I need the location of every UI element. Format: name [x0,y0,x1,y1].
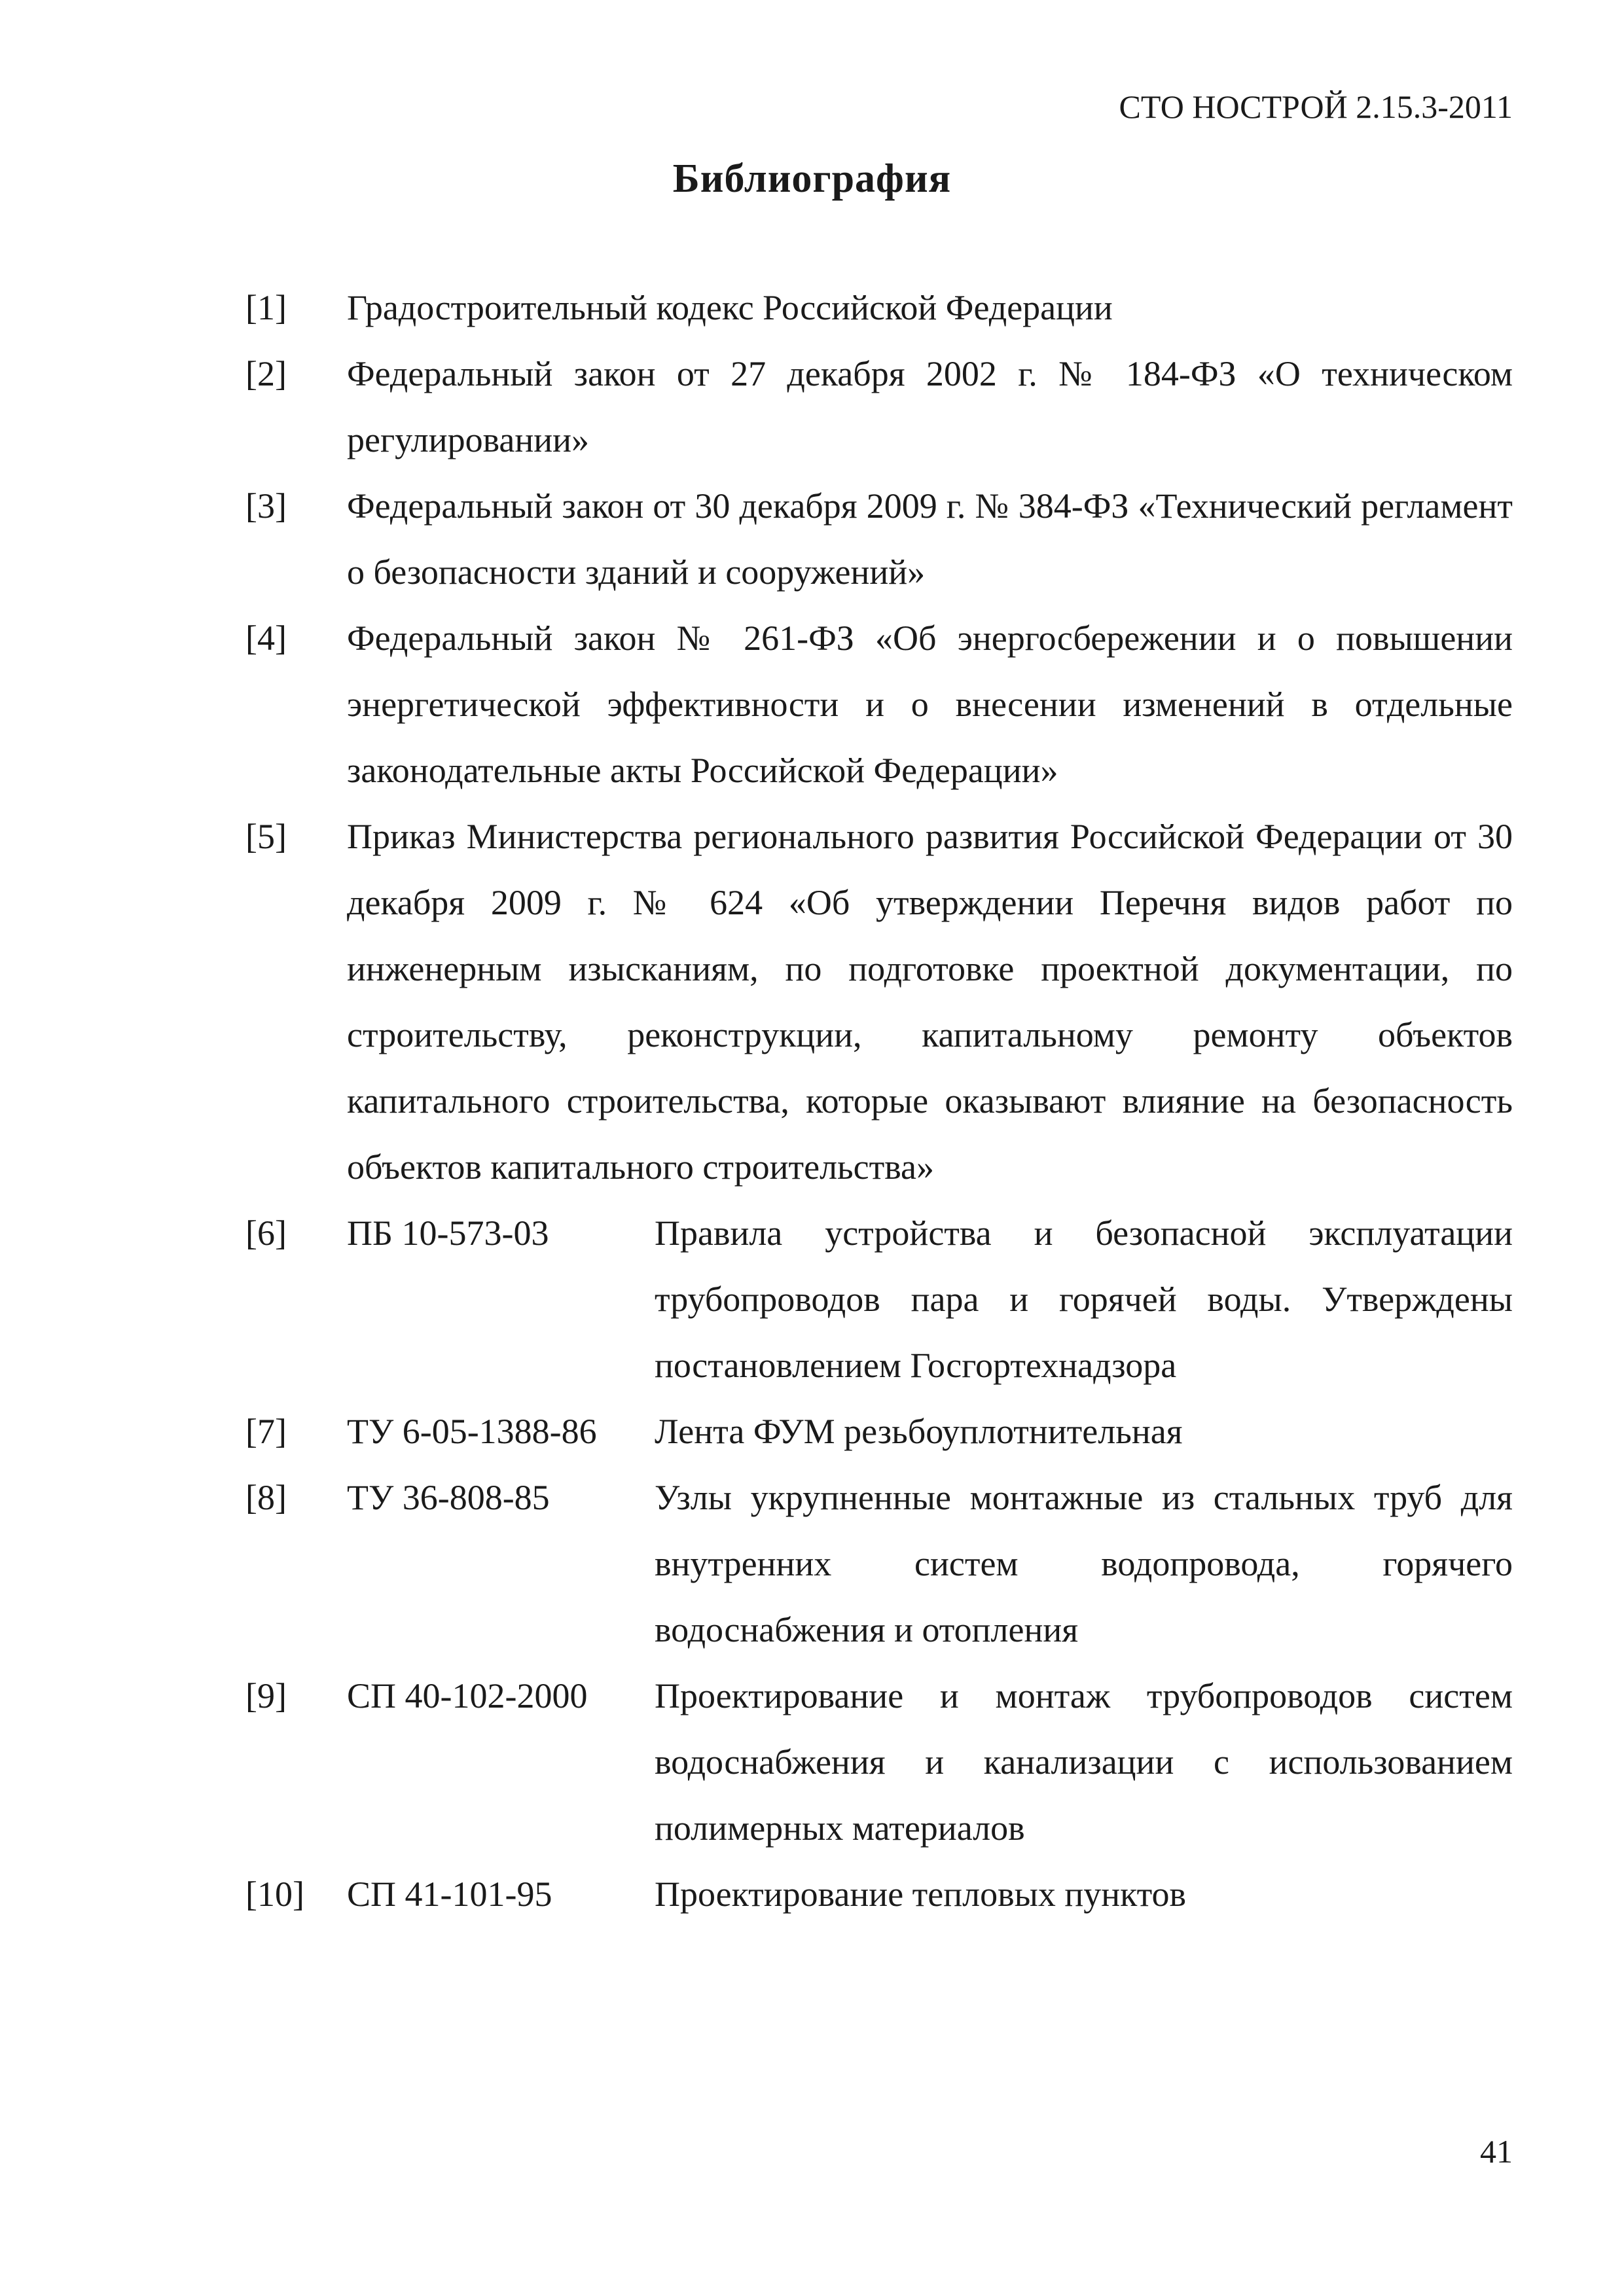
entry-number: [2] [245,354,287,393]
bibliography-entry-6 [245,1200,1513,1399]
entry-code: ТУ 36-808-85 [347,1478,550,1517]
entry-code: СП 41-101-95 [347,1874,552,1914]
entry-number: [9] [245,1676,287,1715]
entry-number: [3] [245,486,287,526]
entry-text: Приказ Министерства регионального развития Российской Федерации от 30 декабря 2009 г. № 624 «Об утверждении Перечня видов работ по инженерным изысканиям, по подготовке проектной документации, по строительству, реконструкции, капитальному ремонту объектов капитального строительства, которые оказывают влияние на безопасность объектов капитального строительства» [347,817,1513,1187]
bibliography-entry-2 [245,341,1513,473]
page-number: 41 [1480,2133,1513,2170]
bibliography-entry-1 [245,275,1513,341]
entry-number: [1] [245,288,287,327]
entry-number: [4] [245,619,287,658]
bibliography-entry-5 [245,804,1513,1200]
entry-number: [5] [245,817,287,856]
bibliography-entry-3 [245,473,1513,605]
entry-description: Узлы укрупненные монтажные из стальных труб для внутренних систем водопровода, горячего водоснабжения и отопления [655,1478,1513,1649]
bibliography-entry-9 [245,1663,1513,1861]
bibliography-entry-8 [245,1465,1513,1663]
entry-text: Федеральный закон от 27 декабря 2002 г. № 184-ФЗ «О техническом регулировании» [347,354,1513,459]
entry-text: Федеральный закон № 261-ФЗ «Об энергосбережении и о повышении энергетической эффективности и о внесении изменений в отдельные законодательные акты Российской Федерации» [347,619,1513,790]
entry-description: Проектирование и монтаж трубопроводов систем водоснабжения и канализации с использованием полимерных материалов [655,1676,1513,1848]
document-code: СТО НОСТРОЙ 2.15.3-2011 [1119,88,1513,125]
entry-number: [7] [245,1412,287,1451]
entry-number: [10] [245,1874,304,1914]
entry-description: Лента ФУМ резьбоуплотнительная [655,1412,1183,1451]
page-title: Библиография [672,156,952,201]
entry-code: ПБ 10-573-03 [347,1213,549,1253]
entry-code: СП 40-102-2000 [347,1676,588,1715]
entry-number: [8] [245,1478,287,1517]
entry-text: Градостроительный кодекс Российской Федерации [347,288,1113,327]
entry-code: ТУ 6-05-1388-86 [347,1412,597,1451]
bibliography-entry-7 [245,1399,1513,1465]
entry-description: Проектирование тепловых пунктов [655,1874,1187,1914]
entry-text: Федеральный закон от 30 декабря 2009 г. № 384-ФЗ «Технический регламент о безопасности зданий и сооружений» [347,486,1513,592]
entry-number: [6] [245,1213,287,1253]
bibliography-entry-10 [245,1861,1513,1928]
bibliography-entry-4 [245,605,1513,804]
entry-description: Правила устройства и безопасной эксплуатации трубопроводов пара и горячей воды. Утверждены постановлением Госгортехнадзора [655,1213,1513,1385]
bibliography-list [245,275,1513,1928]
